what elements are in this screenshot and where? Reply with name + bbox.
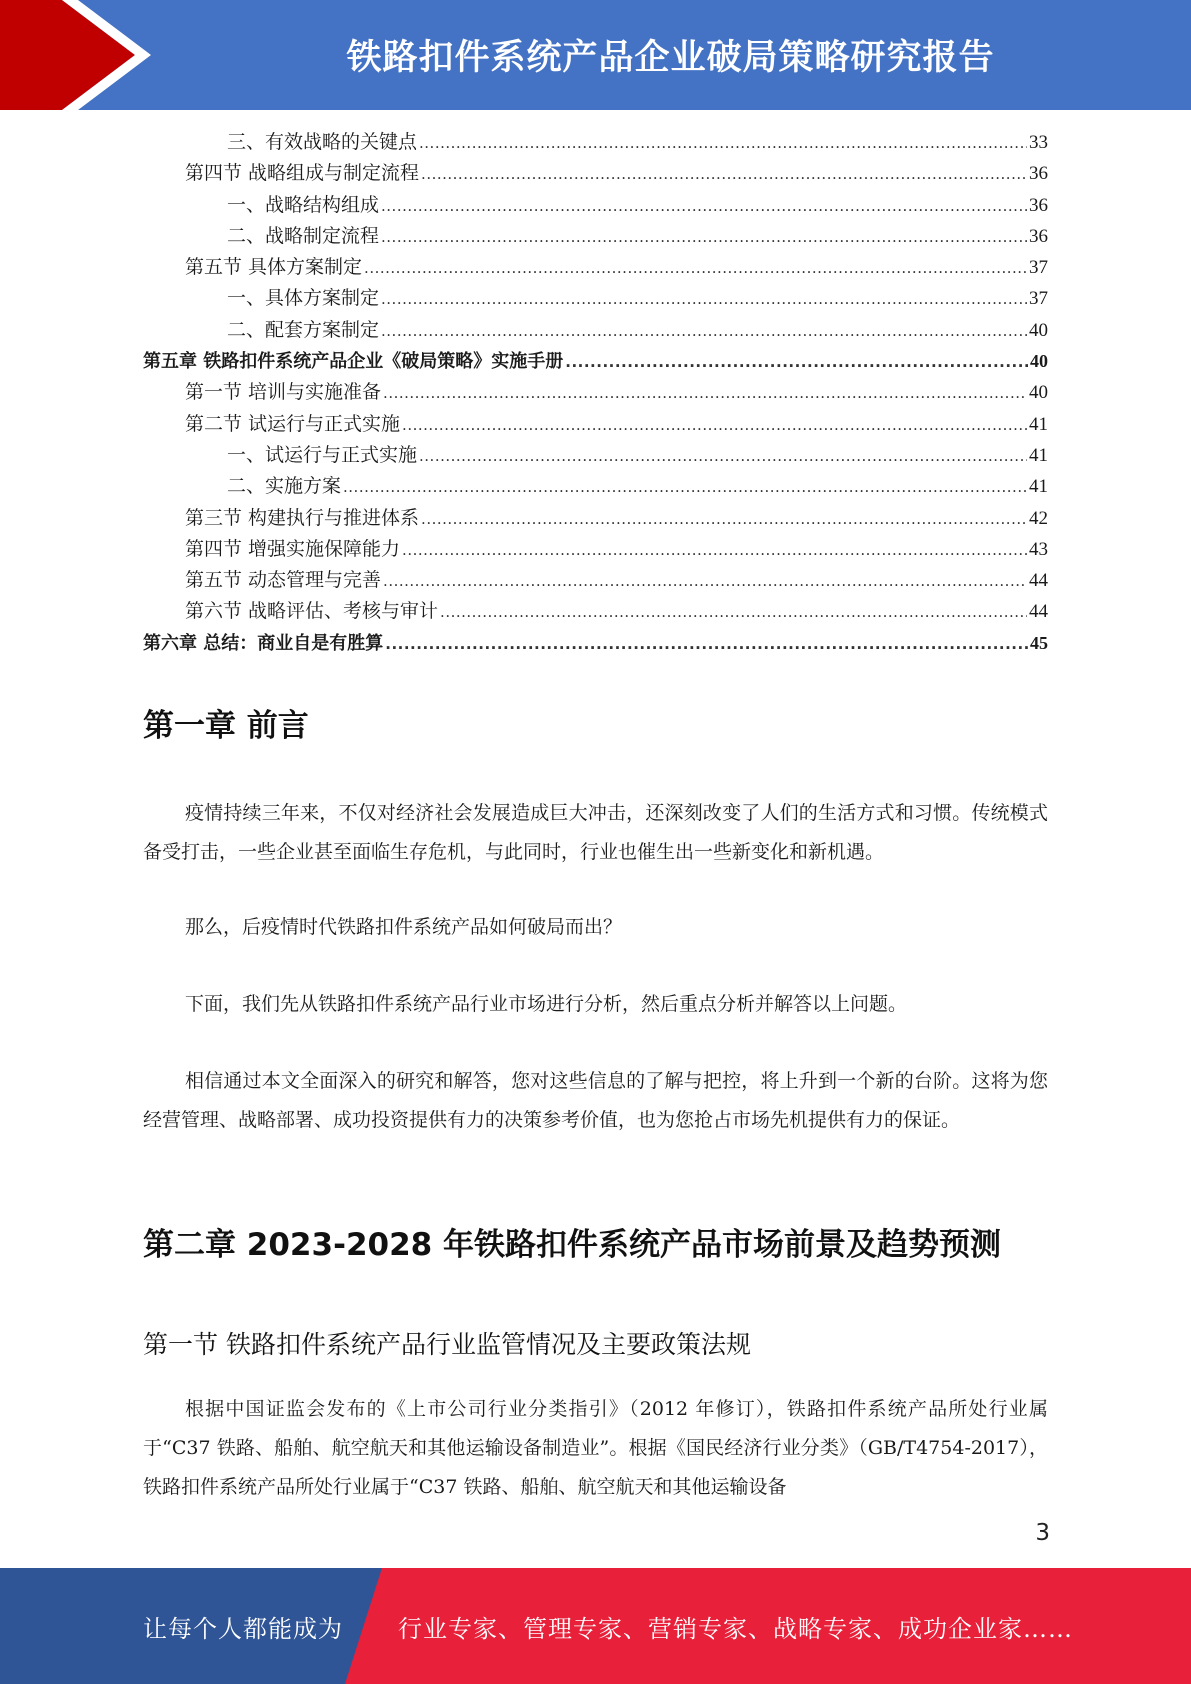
toc-entry-page: 33	[1029, 132, 1048, 153]
toc-leader-dots	[383, 378, 1027, 409]
toc-entry[interactable]	[143, 346, 1048, 377]
toc-entry-page: 37	[1029, 288, 1048, 310]
toc-entry[interactable]	[143, 190, 1048, 221]
page-number: 3	[1035, 1520, 1050, 1546]
toc-entry-title: 一、具体方案制定	[227, 287, 380, 310]
toc-entry-title: 第四节 增强实施保障能力	[185, 537, 401, 560]
chapter-1-paragraph-4: 相信通过本文全面深入的研究和解答，您对这些信息的了解与把控，将上升到一个新的台阶。这将为您经营管理、战略部署、成功投资提供有力的决策参考价值，也为您抢占市场先机提供有力的保证。	[143, 1070, 1048, 1131]
toc-entry-title: 第二节 试运行与正式实施	[185, 412, 401, 435]
table-of-contents	[143, 127, 1048, 659]
toc-leader-dots	[381, 222, 1027, 253]
toc-entry[interactable]	[143, 534, 1048, 565]
toc-leader-dots	[343, 472, 1027, 503]
toc-entry-page: 44	[1029, 601, 1048, 623]
toc-entry-title: 二、配套方案制定	[227, 318, 380, 341]
toc-entry-page: 36	[1029, 163, 1048, 185]
toc-entry[interactable]	[143, 409, 1048, 440]
toc-entry-title: 第六节 战略评估、考核与审计	[185, 600, 439, 623]
toc-entry-page: 36	[1029, 194, 1048, 216]
toc-entry-title: 三、有效战略的关键点	[227, 131, 418, 153]
toc-entry-page: 43	[1029, 538, 1048, 560]
chapter-2-title: 第二章 2023-2028 年铁路扣件系统产品市场前景及趋势预测	[143, 1227, 1002, 1263]
toc-entry-page: 45	[1030, 632, 1048, 653]
toc-leader-dots	[364, 253, 1027, 284]
toc-entry-title: 第一节 培训与实施准备	[185, 381, 382, 404]
toc-leader-dots	[381, 284, 1027, 315]
toc-entry-page: 42	[1029, 507, 1048, 529]
chapter-1-paragraph-2: 那么，后疫情时代铁路扣件系统产品如何破局而出？	[185, 916, 623, 938]
toc-leader-dots	[440, 597, 1027, 628]
toc-entry-page: 41	[1029, 476, 1048, 498]
toc-entry-title: 一、试运行与正式实施	[227, 443, 418, 466]
toc-leader-dots	[383, 566, 1027, 597]
header-banner	[0, 0, 1191, 110]
toc-entry[interactable]	[143, 471, 1048, 502]
toc-entry-title: 二、实施方案	[227, 475, 342, 498]
toc-entry[interactable]	[143, 252, 1048, 283]
toc-entry-title: 二、战略制定流程	[227, 224, 380, 247]
toc-leader-dots	[565, 347, 1028, 378]
section-1-paragraph: 根据中国证监会发布的《上市公司行业分类指引》（2012 年修订），铁路扣件系统产品所处行业属于“C37 铁路、船舶、航空航天和其他运输设备制造业”。根据《国民经济行业分类》（GB/T4754-2017），铁路扣件系统产品所处行业属于“C37 铁路、船舶、航空航天和其他运输设备	[143, 1398, 1048, 1498]
chapter-1-paragraph-3: 下面，我们先从铁路扣件系统产品行业市场进行分析，然后重点分析并解答以上问题。	[185, 993, 908, 1015]
toc-entry-page: 36	[1029, 225, 1048, 247]
chevron-arrow-icon	[0, 0, 160, 110]
section-1-title: 第一节 铁路扣件系统产品行业监管情况及主要政策法规	[143, 1330, 751, 1359]
toc-entry[interactable]	[143, 628, 1048, 659]
chapter-1-paragraph-1: 疫情持续三年来，不仅对经济社会发展造成巨大冲击，还深刻改变了人们的生活方式和习惯。传统模式备受打击，一些企业甚至面临生存危机，与此同时，行业也催生出一些新变化和新机遇。	[143, 802, 1048, 863]
toc-leader-dots	[419, 441, 1027, 472]
toc-entry[interactable]	[143, 221, 1048, 252]
toc-entry-page: 37	[1029, 257, 1048, 279]
toc-entry-page: 44	[1029, 570, 1048, 592]
toc-entry-page: 40	[1029, 382, 1048, 404]
toc-entry-title: 第六章 总结：商业自是有胜算	[143, 632, 384, 654]
toc-entry-page: 40	[1030, 351, 1048, 372]
toc-entry-title: 第五节 动态管理与完善	[185, 569, 382, 592]
footer-slogan-left: 让每个人都能成为	[143, 1614, 343, 1643]
toc-entry-title: 第五章 铁路扣件系统产品企业《破局策略》实施手册	[143, 351, 564, 373]
toc-leader-dots	[402, 535, 1027, 566]
toc-entry[interactable]	[143, 315, 1048, 346]
toc-leader-dots	[385, 629, 1028, 660]
toc-entry[interactable]	[143, 377, 1048, 408]
footer-banner	[0, 1568, 1191, 1684]
toc-entry[interactable]	[143, 440, 1048, 471]
toc-entry[interactable]	[143, 127, 1048, 158]
toc-entry-title: 第五节 具体方案制定	[185, 256, 363, 279]
toc-leader-dots	[381, 191, 1027, 222]
toc-leader-dots	[419, 128, 1027, 159]
toc-leader-dots	[421, 504, 1027, 535]
document-title: 铁路扣件系统产品企业破局策略研究报告	[346, 38, 995, 78]
toc-entry[interactable]	[143, 283, 1048, 314]
toc-entry[interactable]	[143, 596, 1048, 627]
toc-entry-page: 40	[1029, 319, 1048, 341]
toc-entry-title: 第四节 战略组成与制定流程	[185, 162, 420, 185]
toc-entry-page: 41	[1029, 444, 1048, 466]
toc-entry-page: 41	[1029, 413, 1048, 435]
toc-leader-dots	[421, 159, 1027, 190]
toc-entry[interactable]	[143, 565, 1048, 596]
toc-entry-title: 第三节 构建执行与推进体系	[185, 506, 420, 529]
toc-entry[interactable]	[143, 158, 1048, 189]
chapter-1-title: 第一章 前言	[143, 708, 309, 744]
footer-slogan-right: 行业专家、管理专家、营销专家、战略专家、成功企业家……	[398, 1614, 1073, 1643]
toc-leader-dots	[381, 316, 1027, 347]
toc-entry[interactable]	[143, 503, 1048, 534]
toc-entry-title: 一、战略结构组成	[227, 193, 380, 216]
toc-leader-dots	[402, 410, 1027, 441]
